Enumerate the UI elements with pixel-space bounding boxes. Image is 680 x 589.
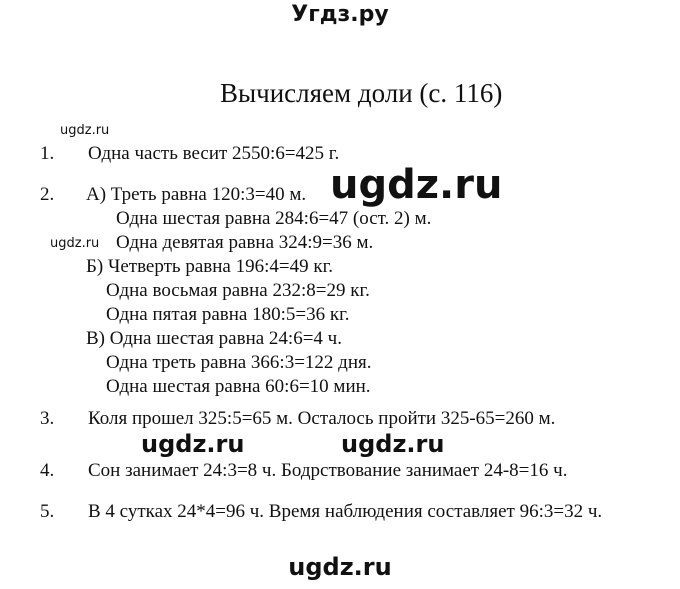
watermark: ugdz.ru (288, 553, 392, 581)
item-number: 1. (40, 143, 55, 164)
answer-line: Одна часть весит 2550:6=425 г. (88, 143, 340, 164)
watermark: ugdz.ru (341, 430, 445, 458)
answer-line: А) Треть равна 120:3=40 м. (86, 184, 307, 205)
answer-line: В 4 сутках 24*4=96 ч. Время наблюдения составляет 96:3=32 ч. (88, 501, 603, 522)
answer-line: Одна восьмая равна 232:8=29 кг. (106, 280, 370, 301)
watermark: ugdz.ru (330, 162, 503, 208)
answer-line: Одна пятая равна 180:5=36 кг. (106, 304, 350, 325)
item-number: 2. (40, 184, 55, 205)
answer-line: Одна девятая равна 324:9=36 м. (116, 232, 374, 253)
item-number: 3. (40, 408, 55, 429)
answer-line: В) Одна шестая равна 24:6=4 ч. (86, 328, 342, 349)
answer-line: Коля прошел 325:5=65 м. Осталось пройти 325-65=260 м. (88, 408, 556, 429)
item-number: 4. (40, 460, 55, 481)
answer-line: Сон занимает 24:3=8 ч. Бодрствование занимает 24-8=16 ч. (88, 460, 568, 481)
answer-line: Одна шестая равна 284:6=47 (ост. 2) м. (116, 208, 432, 229)
watermark: ugdz.ru (50, 236, 100, 251)
watermark: ugdz.ru (141, 430, 245, 458)
answer-line: Одна шестая равна 60:6=10 мин. (106, 376, 371, 397)
answer-line: Б) Четверть равна 196:4=49 кг. (86, 256, 333, 277)
page-title: Вычисляем доли (с. 116) (220, 78, 503, 108)
item-number: 5. (40, 501, 55, 522)
watermark: ugdz.ru (60, 123, 110, 138)
answer-line: Одна треть равна 366:3=122 дня. (106, 352, 372, 373)
site-title: Угдз.ру (291, 2, 389, 27)
